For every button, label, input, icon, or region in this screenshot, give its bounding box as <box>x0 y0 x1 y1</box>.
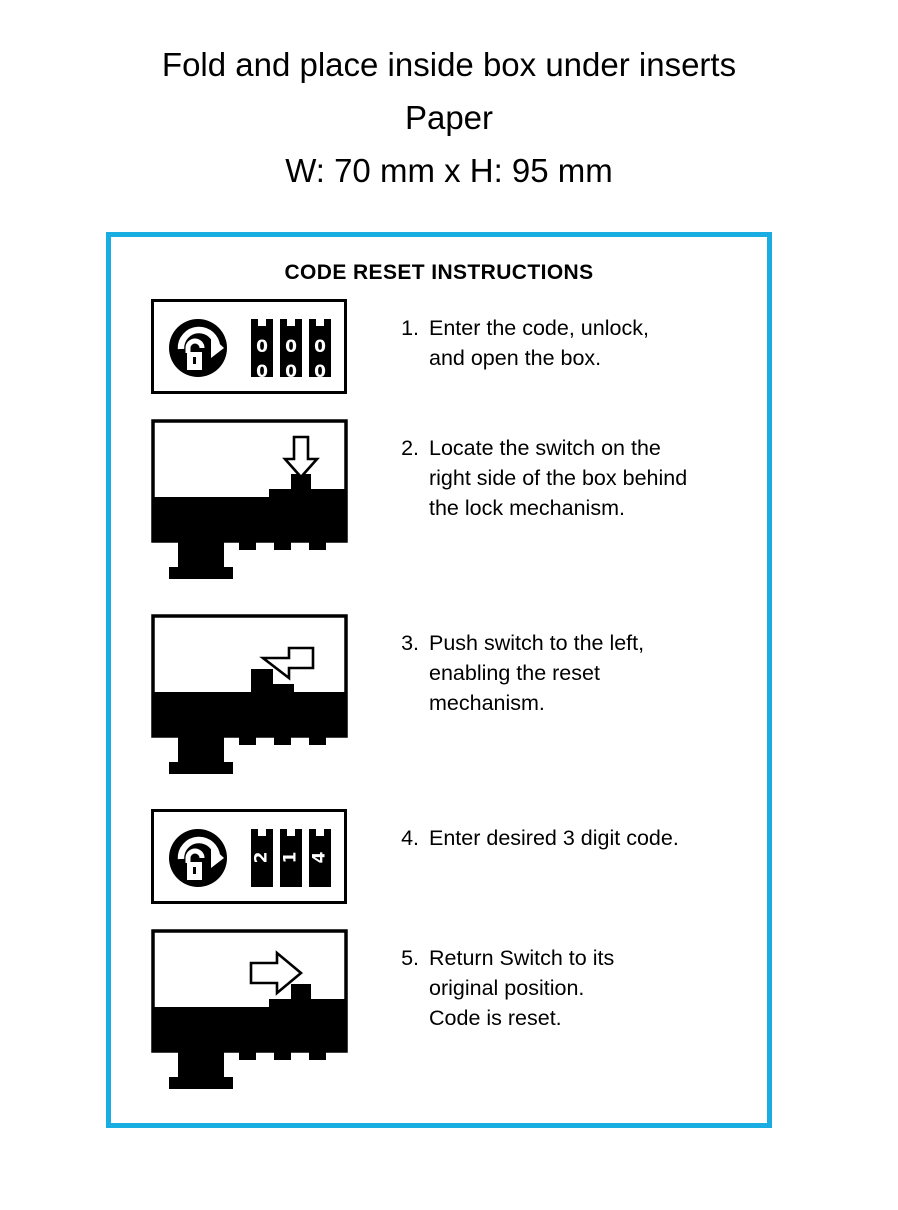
dial-digit-partial: 0 <box>256 362 268 377</box>
step-2-text <box>389 419 767 523</box>
step-lines <box>429 433 767 523</box>
step-number: 1. <box>401 316 419 340</box>
dial-notch <box>287 319 295 326</box>
dial <box>251 319 273 377</box>
step-lines <box>429 943 767 1033</box>
step-lines <box>429 823 767 853</box>
header-line-3-dimensions: W: 70 mm x H: 95 mm <box>285 152 613 189</box>
step-3-text <box>389 614 767 718</box>
step-line: enabling the reset <box>429 661 600 685</box>
step-1-figure <box>151 299 351 394</box>
step-line: Code is reset. <box>429 1006 562 1030</box>
step-line: mechanism. <box>429 691 545 715</box>
dial-notch <box>258 829 266 836</box>
step-line: the lock mechanism. <box>429 496 625 520</box>
step-number: 4. <box>401 826 419 850</box>
step-line: Return Switch to its <box>429 946 615 970</box>
step-line: Enter desired 3 digit code. <box>429 826 679 850</box>
step-5-figure <box>151 929 351 1094</box>
step-2-figure <box>151 419 351 584</box>
step-item <box>111 299 767 419</box>
dial-digit-partial: 0 <box>314 362 326 377</box>
step-number: 2. <box>401 436 419 460</box>
dial-digit: 0 <box>256 337 268 357</box>
step-1-text <box>389 299 767 373</box>
step-line: Locate the switch on the <box>429 436 661 460</box>
step-4-text <box>389 809 767 853</box>
steps-list <box>111 299 767 1114</box>
card-title: CODE RESET INSTRUCTIONS <box>284 261 594 284</box>
step-4-figure <box>151 809 351 904</box>
step-lines <box>429 628 767 718</box>
step-line: original position. <box>429 976 585 1000</box>
dial-digit: 0 <box>314 337 326 357</box>
dial-digit: 4 <box>309 851 330 864</box>
dial-notch <box>287 829 295 836</box>
step-line: right side of the box behind <box>429 466 688 490</box>
step-number: 5. <box>401 946 419 970</box>
step-line: Push switch to the left, <box>429 631 645 655</box>
page-header <box>0 0 898 197</box>
header-line-1: Fold and place inside box under inserts <box>161 46 737 83</box>
dial <box>309 319 331 377</box>
unlock-reset-icon <box>168 828 228 888</box>
box-switch-diagram <box>151 419 351 584</box>
dial-digit: 1 <box>280 851 301 864</box>
step-item <box>111 614 767 809</box>
lock-dials-panel <box>151 809 347 904</box>
unlock-reset-icon <box>168 318 228 378</box>
dial <box>251 829 273 887</box>
dial-group <box>251 829 331 887</box>
step-line: and open the box. <box>429 346 602 370</box>
instructions-card <box>106 232 772 1128</box>
dial-notch <box>258 319 266 326</box>
dial-notch <box>316 829 324 836</box>
step-item <box>111 809 767 929</box>
step-3-figure <box>151 614 351 779</box>
dial <box>280 319 302 377</box>
dial-digit: 2 <box>251 851 272 864</box>
step-number: 3. <box>401 631 419 655</box>
dial-notch <box>316 319 324 326</box>
step-lines <box>429 313 767 373</box>
step-line: Enter the code, unlock, <box>429 316 649 340</box>
box-switch-diagram <box>151 929 351 1094</box>
header-line-2: Paper <box>404 99 494 136</box>
box-switch-diagram <box>151 614 351 779</box>
step-item <box>111 929 767 1114</box>
lock-dials-panel <box>151 299 347 394</box>
dial-digit-partial: 0 <box>285 362 297 377</box>
dial <box>280 829 302 887</box>
step-5-text <box>389 929 767 1033</box>
step-item <box>111 419 767 614</box>
dial-group <box>251 319 331 377</box>
dial <box>309 829 331 887</box>
dial-digit: 0 <box>285 337 297 357</box>
